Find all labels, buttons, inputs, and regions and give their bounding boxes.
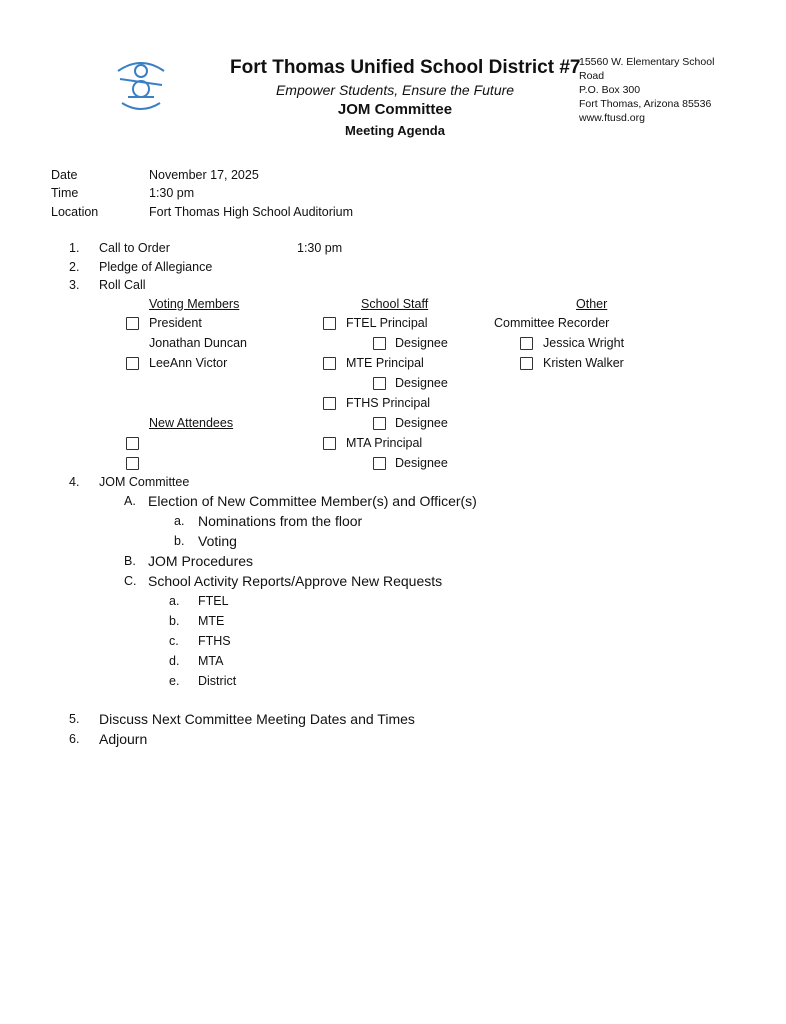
checkbox-ftel-principal[interactable]: [323, 317, 336, 330]
president-label: President: [149, 316, 202, 330]
sub-item-election: Election of New Committee Member(s) and Officer(s): [148, 493, 477, 509]
time-label: Time: [51, 186, 79, 200]
sub-sub-letter: b.: [169, 614, 180, 628]
new-attendees-header: New Attendees: [149, 416, 234, 430]
sub-sub-item: FTHS: [198, 634, 231, 648]
district-address: 15560 W. Elementary School Road P.O. Box 300 Fort Thomas, Arizona 85536 www.ftusd.org: [579, 56, 715, 124]
staff-label: MTE Principal: [346, 356, 424, 370]
document-title: Meeting Agenda: [345, 123, 445, 138]
checkbox-kristen-walker[interactable]: [520, 357, 533, 370]
district-name: Fort Thomas Unified School District #7: [230, 57, 581, 78]
voting-members-header: Voting Members: [149, 297, 240, 311]
item-roll-call: Roll Call: [99, 278, 146, 292]
item-pledge: Pledge of Allegiance: [99, 260, 213, 274]
staff-label: FTEL Principal: [346, 316, 428, 330]
location-value: Fort Thomas High School Auditorium: [149, 205, 354, 219]
item-number: 3.: [69, 278, 80, 292]
checkbox-new-attendee-2[interactable]: [126, 457, 139, 470]
item-jom-committee: JOM Committee: [99, 475, 190, 489]
item-number: 2.: [69, 260, 80, 274]
sub-sub-item: District: [198, 674, 237, 688]
call-to-order-time: 1:30 pm: [297, 241, 343, 255]
item-call-to-order: Call to Order: [99, 241, 170, 255]
checkbox-mte-designee[interactable]: [373, 377, 386, 390]
checkbox-mta-principal[interactable]: [323, 437, 336, 450]
item-number: 4.: [69, 475, 80, 489]
sub-letter: B.: [124, 554, 136, 568]
district-logo: [112, 57, 170, 113]
sub-sub-letter: a.: [174, 514, 185, 528]
sub-sub-letter: d.: [169, 654, 180, 668]
item-adjourn: Adjourn: [99, 731, 148, 747]
date-value: November 17, 2025: [149, 168, 259, 182]
checkbox-mta-designee[interactable]: [373, 457, 386, 470]
sub-sub-letter: e.: [169, 674, 180, 688]
designee-label: Designee: [395, 456, 448, 470]
item-number: 6.: [69, 732, 80, 746]
sub-letter: A.: [124, 494, 136, 508]
committee-name: JOM Committee: [337, 101, 453, 118]
sub-letter: C.: [124, 574, 137, 588]
date-label: Date: [51, 168, 78, 182]
other-name: Jessica Wright: [543, 336, 625, 350]
item-next-meeting: Discuss Next Committee Meeting Dates and Times: [99, 711, 415, 727]
checkbox-president[interactable]: [126, 317, 139, 330]
sub-sub-item: MTA: [198, 654, 224, 668]
item-number: 5.: [69, 712, 80, 726]
item-number: 1.: [69, 241, 80, 255]
sub-item-procedures: JOM Procedures: [148, 553, 254, 569]
checkbox-jessica-wright[interactable]: [520, 337, 533, 350]
staff-label: FTHS Principal: [346, 396, 431, 410]
designee-label: Designee: [395, 336, 448, 350]
sub-sub-item: MTE: [198, 614, 225, 628]
checkbox-ftel-designee[interactable]: [373, 337, 386, 350]
designee-label: Designee: [395, 416, 448, 430]
school-staff-header: School Staff: [361, 297, 429, 311]
sub-sub-item: Nominations from the floor: [198, 513, 363, 529]
committee-recorder-label: Committee Recorder: [494, 316, 610, 330]
staff-label: MTA Principal: [346, 436, 423, 450]
other-name: Kristen Walker: [543, 356, 624, 370]
time-value: 1:30 pm: [149, 186, 195, 200]
location-label: Location: [51, 205, 99, 219]
designee-label: Designee: [395, 376, 448, 390]
checkbox-fths-principal[interactable]: [323, 397, 336, 410]
other-header: Other: [576, 297, 608, 311]
district-motto: Empower Students, Ensure the Future: [275, 82, 515, 98]
member-name: LeeAnn Victor: [149, 356, 228, 370]
sub-sub-letter: a.: [169, 594, 180, 608]
president-name: Jonathan Duncan: [149, 336, 247, 350]
sub-sub-item: FTEL: [198, 594, 229, 608]
sub-item-reports: School Activity Reports/Approve New Requests: [148, 573, 443, 589]
sub-sub-letter: c.: [169, 634, 179, 648]
sub-sub-letter: b.: [174, 534, 185, 548]
checkbox-new-attendee-1[interactable]: [126, 437, 139, 450]
sub-sub-item: Voting: [198, 533, 237, 549]
checkbox-fths-designee[interactable]: [373, 417, 386, 430]
checkbox-mte-principal[interactable]: [323, 357, 336, 370]
checkbox-leeann-victor[interactable]: [126, 357, 139, 370]
